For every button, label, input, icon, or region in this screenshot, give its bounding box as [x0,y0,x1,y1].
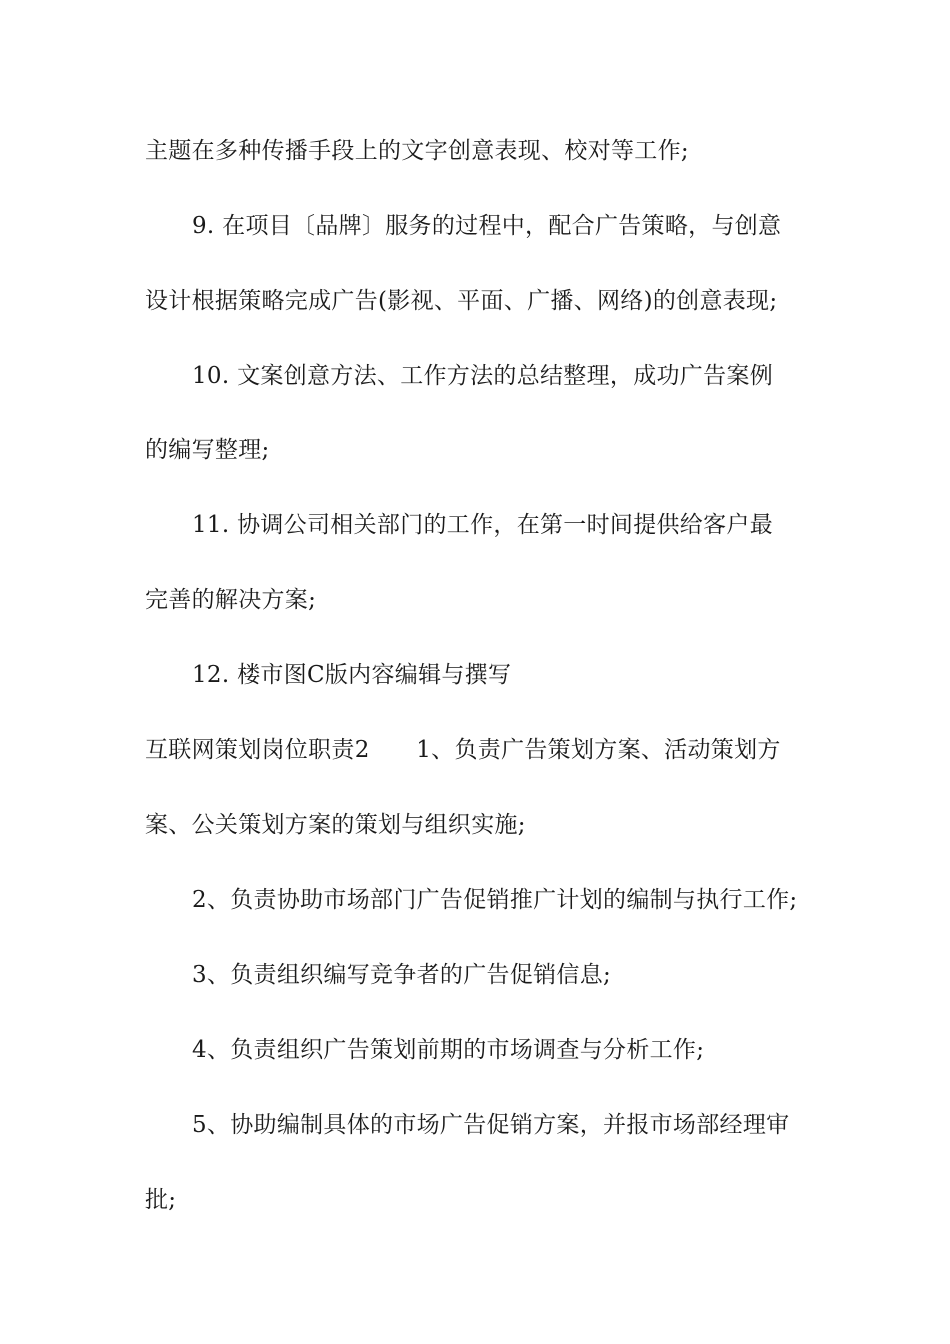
list-item-2: 2、负责协助市场部门广告促销推广计划的编制与执行工作; [192,887,798,913]
text-line: 批; [145,1187,177,1213]
list-item-3: 3、负责组织编写竞争者的广告促销信息; [192,962,612,988]
list-item-10: 10. 文案创意方法、工作方法的总结整理，成功广告案例 [192,363,773,389]
text-line: 主题在多种传播手段上的文字创意表现、校对等工作; [145,138,689,164]
list-item-4: 4、负责组织广告策划前期的市场调查与分析工作; [192,1037,705,1063]
list-item-11: 11. 协调公司相关部门的工作，在第一时间提供给客户最 [192,512,773,538]
text-line: 案、公关策划方案的策划与组织实施; [145,812,526,838]
list-item-12: 12. 楼市图C版内容编辑与撰写 [192,662,512,688]
section-heading-line: 互联网策划岗位职责2 1、负责广告策划方案、活动策划方 [145,737,781,763]
text-line: 完善的解决方案; [145,587,317,613]
text-line: 设计根据策略完成广告(影视、平面、广播、网络)的创意表现; [145,288,778,314]
list-item-5: 5、协助编制具体的市场广告促销方案，并报市场部经理审 [192,1112,790,1138]
text-line: 的编写整理; [145,437,270,463]
list-item-9: 9. 在项目〔品牌〕服务的过程中，配合广告策略，与创意 [192,213,782,239]
